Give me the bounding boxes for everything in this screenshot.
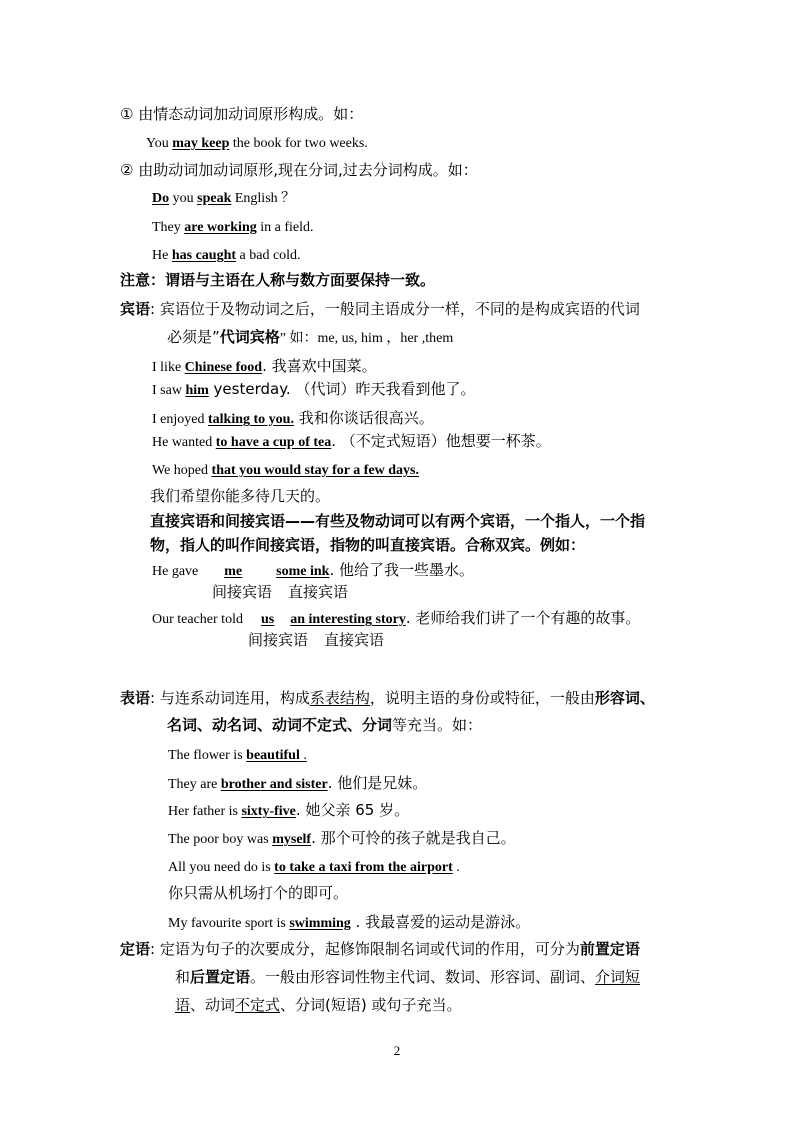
example-sentence: The poor boy was myself. 那个可怜的孩子就是我自己。 bbox=[168, 829, 516, 847]
example-sentence: They are working in a field. bbox=[152, 220, 314, 235]
object-definition: 宾语: 宾语位于及物动词之后，一般同主语成分一样，不同的是构成宾语的代词 bbox=[120, 300, 640, 318]
attribute-definition-cont: 和后置定语。一般由形容词性物主代词、数词、形容词、副词、介词短 bbox=[175, 968, 641, 986]
double-object-heading: 直接宾语和间接宾语——有些及物动词可以有两个宾语，一个指人，一个指 bbox=[150, 512, 646, 530]
object-type-labels: 间接宾语 直接宾语 bbox=[248, 631, 385, 649]
example-sentence: All you need do is to take a taxi from the airport . bbox=[168, 860, 460, 875]
example-sentence: Her father is sixty-five. 她父亲 65 岁。 bbox=[168, 801, 410, 819]
example-sentence: He has caught a bad cold. bbox=[152, 248, 301, 263]
example-sentence: I saw him yesterday. （代词）昨天我看到他了。 bbox=[152, 380, 476, 398]
rule-auxiliary-verb: ② 由助动词加动词原形,现在分词,过去分词构成。如： bbox=[120, 161, 478, 179]
example-sentence: He gave me some ink. 他给了我一些墨水。 bbox=[152, 561, 474, 579]
rule-modal-verb: ① 由情态动词加动词原形构成。如： bbox=[120, 105, 364, 123]
example-sentence: Our teacher told us an interesting story. 老师给我们讲了一个有趣的故事。 bbox=[152, 609, 641, 627]
example-sentence: You may keep the book for two weeks. bbox=[146, 136, 368, 151]
attribute-definition-cont: 语、动词不定式、分词(短语) 或句子充当。 bbox=[175, 996, 462, 1014]
note-heading: 注意：谓语与主语在人称与数方面要保持一致。 bbox=[120, 271, 436, 289]
example-sentence: My favourite sport is swimming . 我最喜爱的运动是游泳。 bbox=[168, 913, 531, 931]
example-sentence: I enjoyed talking to you. 我和你谈话很高兴。 bbox=[152, 409, 434, 427]
example-translation: 我们希望你能多待几天的。 bbox=[150, 487, 331, 505]
object-definition-cont: 必须是”代词宾格” 如：me, us, him ，her ,them bbox=[167, 328, 454, 346]
example-sentence: They are brother and sister. 他们是兄妹。 bbox=[168, 774, 428, 792]
predicative-definition: 表语: 与连系动词连用，构成系表结构，说明主语的身份或特征，一般由形容词、 bbox=[120, 689, 655, 707]
example-sentence: Do you speak English ？ bbox=[152, 191, 296, 206]
double-object-heading-cont: 物，指人的叫作间接宾语，指物的叫直接宾语。合称双宾。例如： bbox=[150, 536, 586, 554]
page-number: 2 bbox=[393, 1043, 401, 1058]
attribute-definition: 定语: 定语为句子的次要成分，起修饰限制名词或代词的作用，可分为前置定语 bbox=[120, 940, 640, 958]
example-translation: 你只需从机场打个的即可。 bbox=[168, 884, 349, 902]
object-type-labels: 间接宾语 直接宾语 bbox=[212, 583, 349, 601]
example-sentence: I like Chinese food. 我喜欢中国菜。 bbox=[152, 357, 377, 375]
predicative-definition-cont: 名词、动名词、动词不定式、分词等充当。如： bbox=[167, 716, 483, 734]
example-sentence: He wanted to have a cup of tea. （不定式短语）他想要一杯茶。 bbox=[152, 432, 551, 450]
example-sentence: The flower is beautiful . bbox=[168, 748, 307, 763]
example-sentence: We hoped that you would stay for a few days. bbox=[152, 463, 419, 478]
